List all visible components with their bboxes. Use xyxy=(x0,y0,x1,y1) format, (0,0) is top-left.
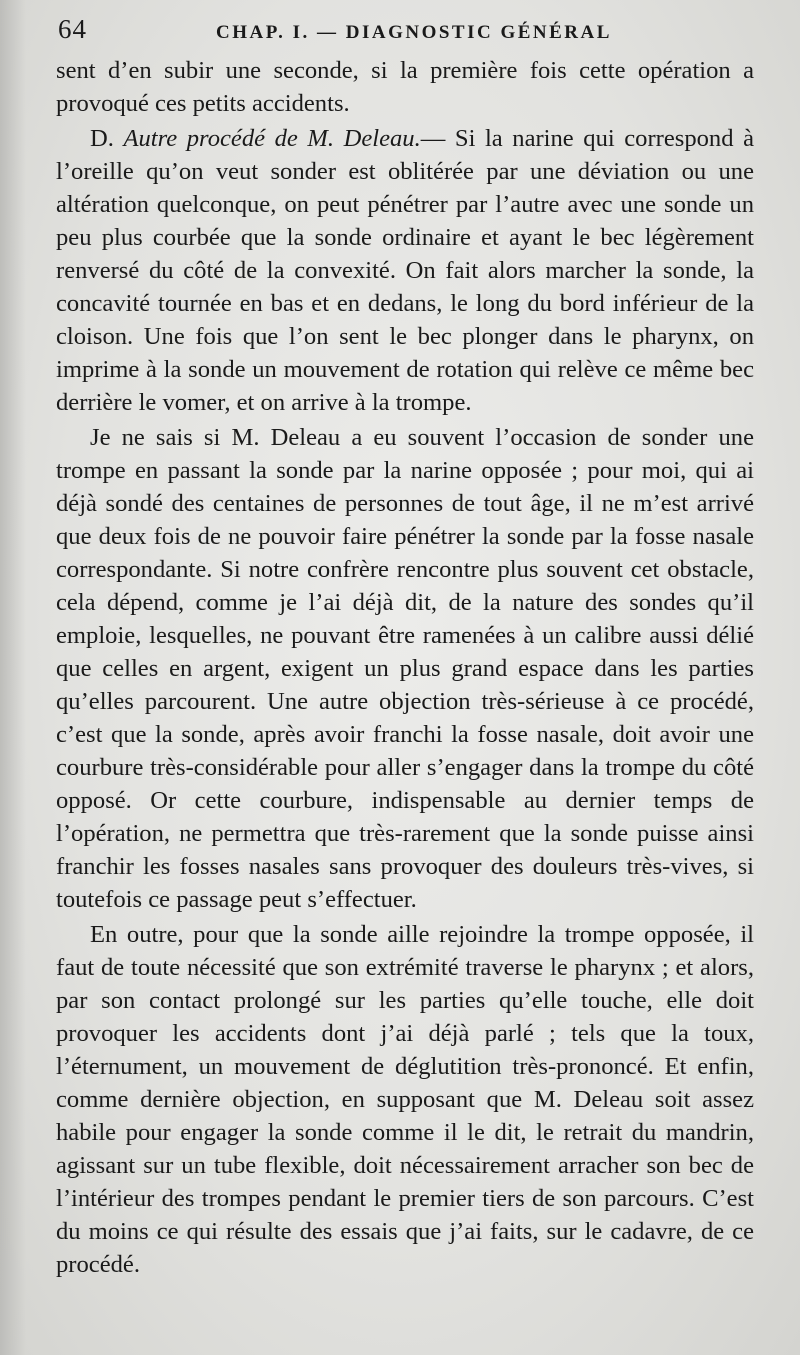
procedure-label: D. xyxy=(90,125,114,152)
page-gutter-shadow xyxy=(0,0,26,1355)
paragraph-text: Je ne sais si M. Deleau a eu souvent l’occasion de sonder une trompe en passant la sonde par la narine opposée ; pour moi, qui ai déjà sondé des centaines de personnes de tout âge, il ne m’est arrivé que deux fois de ne pouvoir faire pénétrer la sonde par la fosse nasale correspondante. Si notre confrère rencontre plus souvent cet obstacle, cela dépend, comme je l’ai déjà dit, de la nature des sondes qu’il emploie, lesquelles, ne pouvant être ramenées à un calibre aussi délié que celles en argent, exigent un plus grand espace dans les parties qu’elles parcourent. Une autre objection très-sérieuse à ce procédé, c’est que la sonde, après avoir franchi la fosse nasale, doit avoir une courbure très-considérable pour aller s’engager dans la trompe du côté opposé. Or cette courbure, indispensable au dernier temps de l’opération, ne permettra que très-rarement que la sonde puisse ainsi franchir les fosses nasales sans provoquer des douleurs très-vives, si toutefois ce passage peut s’effectuer. xyxy=(56,424,754,913)
paragraph-further-objection xyxy=(56,918,754,1281)
paragraph-continuation xyxy=(56,54,754,120)
paragraph-text: sent d’en subir une seconde, si la première fois cette opération a provoqué ces petits accidents. xyxy=(56,57,754,117)
paragraph-objection xyxy=(56,421,754,916)
running-head: CHAP. I. — DIAGNOSTIC GÉNÉRAL xyxy=(216,22,612,43)
paragraph-procedure-d xyxy=(56,122,754,419)
page-header xyxy=(58,14,760,58)
procedure-heading: Autre procédé de M. Deleau. xyxy=(123,125,421,152)
paragraph-text: — Si la narine qui correspond à l’oreille qu’on veut sonder est oblitérée par une déviation ou une altération quelconque, on peut pénétrer par l’autre avec une sonde un peu plus courbée que la sonde ordinaire et ayant le bec légèrement renversé du côté de la convexité. On fait alors marcher la sonde, la concavité tournée en bas et en dedans, le long du bord inférieur de la cloison. Une fois que l’on sent le bec plonger dans le pharynx, on imprime à la sonde un mouvement de rotation qui relève ce même bec derrière le vomer, et on arrive à la trompe. xyxy=(56,125,754,416)
body-text xyxy=(56,54,754,1281)
paragraph-text: En outre, pour que la sonde aille rejoindre la trompe opposée, il faut de toute nécessité que son extrémité traverse le pharynx ; et alors, par son contact prolongé sur les parties qu’elle touche, elle doit provoquer les accidents dont j’ai déjà parlé ; tels que la toux, l’éternument, un mouvement de déglutition très-prononcé. Et enfin, comme dernière objection, en supposant que M. Deleau soit assez habile pour engager la sonde comme il le dit, le retrait du mandrin, agissant sur un tube flexible, doit nécessairement arracher son bec de l’intérieur des trompes pendant le premier tiers de son parcours. C’est du moins ce qui résulte des essais que j’ai faits, sur le cadavre, de ce procédé. xyxy=(56,921,754,1278)
page-number: 64 xyxy=(58,14,87,44)
